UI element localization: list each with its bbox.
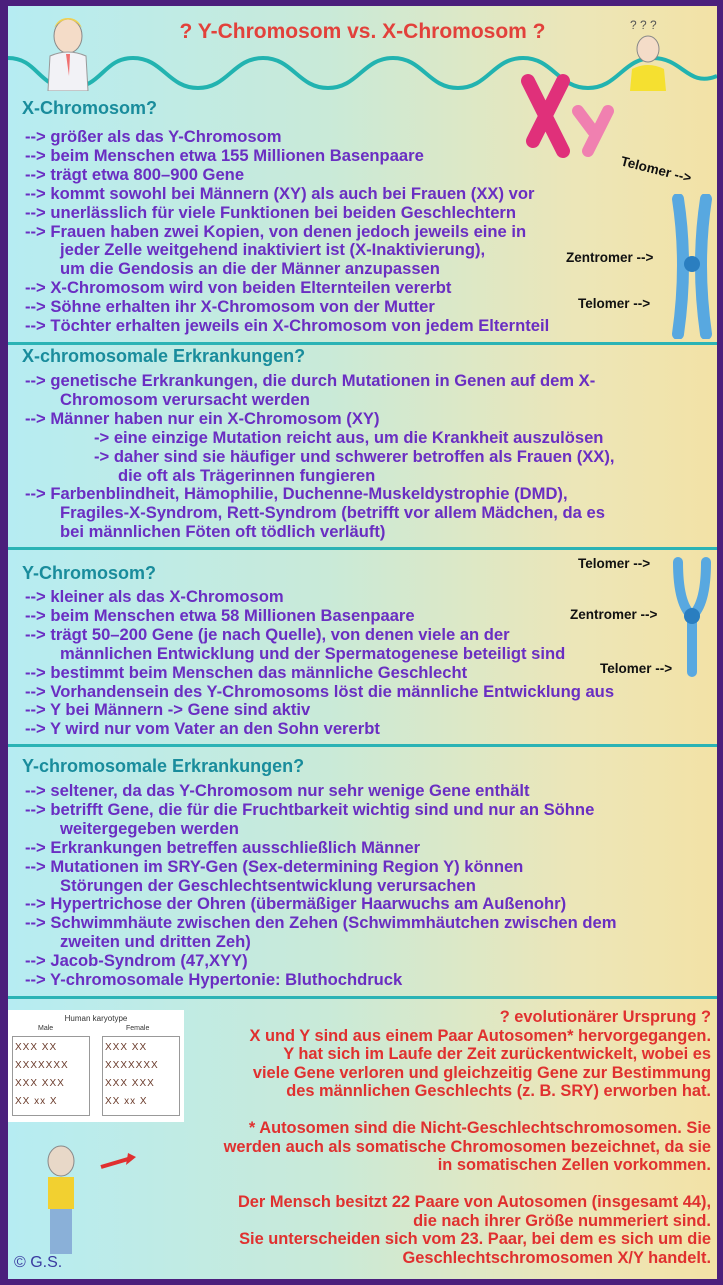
sub-list-item-line: die oft als Trägerinnen fungieren <box>118 465 376 485</box>
list-item-line: --> Schwimmhäute zwischen den Zehen (Schwimmhäutchen zwischen dem <box>25 913 617 933</box>
list-item-line: weitergegeben werden <box>60 818 239 838</box>
section-heading: X-Chromosom? <box>22 98 157 118</box>
origin-text-line: viele Gene verloren und gleichzeitig Gene zur Bestimmung <box>252 1063 711 1082</box>
list-item-line: zweiten und dritten Zeh) <box>60 932 251 952</box>
list-item-line: --> beim Menschen etwa 58 Millionen Basenpaare <box>25 605 415 625</box>
list-item-line: --> Töchter erhalten jeweils ein X-Chromosom von jedem Elternteil <box>25 316 550 335</box>
telomer-label-x-top: Telomer --> <box>619 153 693 186</box>
y-chromosome-diagram <box>668 554 716 679</box>
section-divider <box>8 996 717 999</box>
list-item-line: --> Jacob-Syndrom (47,XYY) <box>25 951 248 971</box>
section-divider <box>8 342 717 345</box>
girl-confused-illustration <box>618 11 678 91</box>
copyright-signature: © G.S. <box>14 1254 63 1271</box>
list-item-line: --> seltener, da das Y-Chromosom nur sehr wenige Gene enthält <box>25 781 530 800</box>
origin-text-line: Sie unterscheiden sich vom 23. Paar, bei dem es sich um die <box>239 1230 711 1248</box>
sub-list-item-line: -> eine einzige Mutation reicht aus, um die Krankheit auszulösen <box>94 427 604 447</box>
list-item-line: --> trägt 50–200 Gene (je nach Quelle), von denen viele an der <box>25 624 510 644</box>
section-heading: X-chromosomale Erkrankungen? <box>22 346 306 366</box>
list-item-line: --> unerlässlich für viele Funktionen bei beiden Geschlechtern <box>25 202 517 222</box>
list-item-line: --> genetische Erkrankungen, die durch Mutationen in Genen auf dem X- <box>25 371 596 390</box>
origin-text-line: werden auch als somatische Chromosomen bezeichnet, da sie <box>223 1137 711 1156</box>
boy-thinking-illustration <box>38 6 98 91</box>
list-item-line: um die Gendosis an die der Männer anzupassen <box>60 259 440 279</box>
section-divider <box>8 744 717 747</box>
origin-text-line: des männlichen Geschlechts (z. B. SRY) erworben hat. <box>286 1082 711 1100</box>
origin-text-line: ? evolutionärer Ursprung ? <box>499 1008 711 1026</box>
list-item-line: --> Männer haben nur ein X-Chromosom (XY) <box>25 408 380 428</box>
sub-list-item-line: -> daher sind sie häufiger und schwerer betroffen als Frauen (XX), <box>94 446 615 466</box>
list-item-line: bei männlichen Föten oft tödlich verläuft) <box>60 522 386 542</box>
telomer-label-y-top: Telomer --> <box>578 556 651 571</box>
list-item-line: Fragiles-X-Syndrom, Rett-Syndrom (betrifft vor allem Mädchen, da es <box>60 503 605 523</box>
list-item-line: --> Frauen haben zwei Kopien, von denen jedoch jeweils eine in <box>25 221 527 241</box>
list-item-line: --> X-Chromosom wird von beiden Elternteilen vererbt <box>25 278 452 298</box>
list-item-line: --> kommt sowohl bei Männern (XY) als auch bei Frauen (XX) vor <box>25 183 535 203</box>
list-item-line: --> Y bei Männern -> Gene sind aktiv <box>25 700 311 720</box>
list-item-line: --> Farbenblindheit, Hämophilie, Duchenne-Muskeldystrophie (DMD), <box>25 484 568 504</box>
page-title: ? Y-Chromosom vs. X-Chromosom ? <box>179 20 546 43</box>
x-chromosome-diagram <box>670 194 714 339</box>
list-item-line: --> betrifft Gene, die für die Fruchtbarkeit wichtig sind und nur an Söhne <box>25 799 595 819</box>
section-heading: Y-chromosomale Erkrankungen? <box>22 756 305 776</box>
list-item-line: --> bestimmt beim Menschen das männliche Geschlecht <box>25 662 468 682</box>
telomer-label-y-bottom: Telomer --> <box>600 661 673 676</box>
section-divider <box>8 547 717 550</box>
list-item-line: --> trägt etwa 800–900 Gene <box>25 164 245 184</box>
origin-text-line: Der Mensch besitzt 22 Paare von Autosomen (insgesamt 44), <box>237 1193 711 1211</box>
karyotype-female-label: Female <box>126 1025 150 1032</box>
origin-text-line: Geschlechtschromosomen X/Y handelt. <box>402 1248 711 1267</box>
karyotype-male-label: Male <box>38 1025 54 1032</box>
infographic <box>8 6 717 1279</box>
origin-text-line: X und Y sind aus einem Paar Autosomen* hervorgegangen. <box>249 1026 711 1045</box>
origin-text-line: in somatischen Zellen vorkommen. <box>437 1156 711 1174</box>
list-item-line: --> kleiner als das X-Chromosom <box>25 587 284 606</box>
zentromer-label-x: Zentromer --> <box>566 250 654 265</box>
karyotype-title: Human karyotype <box>64 1014 128 1023</box>
xy-chromosome-illustration <box>508 71 618 161</box>
list-item-line: --> größer als das Y-Chromosom <box>25 127 282 146</box>
boy-pointing-illustration <box>36 1141 146 1261</box>
origin-text-line: Y hat sich im Laufe der Zeit zurückentwickelt, wobei es <box>283 1045 711 1063</box>
list-item-line: --> beim Menschen etwa 155 Millionen Basenpaare <box>25 145 424 165</box>
list-item-line: --> Y-chromosomale Hypertonie: Bluthochdruck <box>25 970 403 989</box>
zentromer-label-y: Zentromer --> <box>570 607 658 622</box>
origin-text-line: die nach ihrer Größe nummeriert sind. <box>413 1211 711 1230</box>
section-heading: Y-Chromosom? <box>22 563 157 583</box>
list-item-line: --> Söhne erhalten ihr X-Chromosom von der Mutter <box>25 297 435 317</box>
list-item-line: Störungen der Geschlechtsentwicklung verursachen <box>60 875 476 895</box>
list-item-line: --> Erkrankungen betreffen ausschließlich Männer <box>25 837 421 857</box>
list-item-line: --> Mutationen im SRY-Gen (Sex-determining Region Y) können <box>25 856 524 876</box>
svg-text:? ? ?: ? ? ? <box>630 18 657 32</box>
list-item-line: männlichen Entwicklung und der Spermatogenese beteiligt sind <box>60 643 566 663</box>
karyotype-image: Human karyotype Male Female XXX XX XXXXXXX XXX XXX XX xx X XXX XX XXXXXXX XXX XXX XX xx X <box>8 1010 184 1122</box>
list-item-line: Chromosom verursacht werden <box>60 389 310 409</box>
telomer-label-x-bottom: Telomer --> <box>578 296 651 311</box>
list-item-line: --> Hypertrichose der Ohren (übermäßiger Haarwuchs am Außenohr) <box>25 894 567 914</box>
list-item-line: jeder Zelle weitgehend inaktiviert ist (X-Inaktivierung), <box>60 240 486 260</box>
origin-text-line: * Autosomen sind die Nicht-Geschlechtschromosomen. Sie <box>248 1119 711 1137</box>
list-item-line: --> Vorhandensein des Y-Chromosoms löst die männliche Entwicklung aus <box>25 681 615 701</box>
list-item-line: --> Y wird nur vom Vater an den Sohn vererbt <box>25 719 380 739</box>
